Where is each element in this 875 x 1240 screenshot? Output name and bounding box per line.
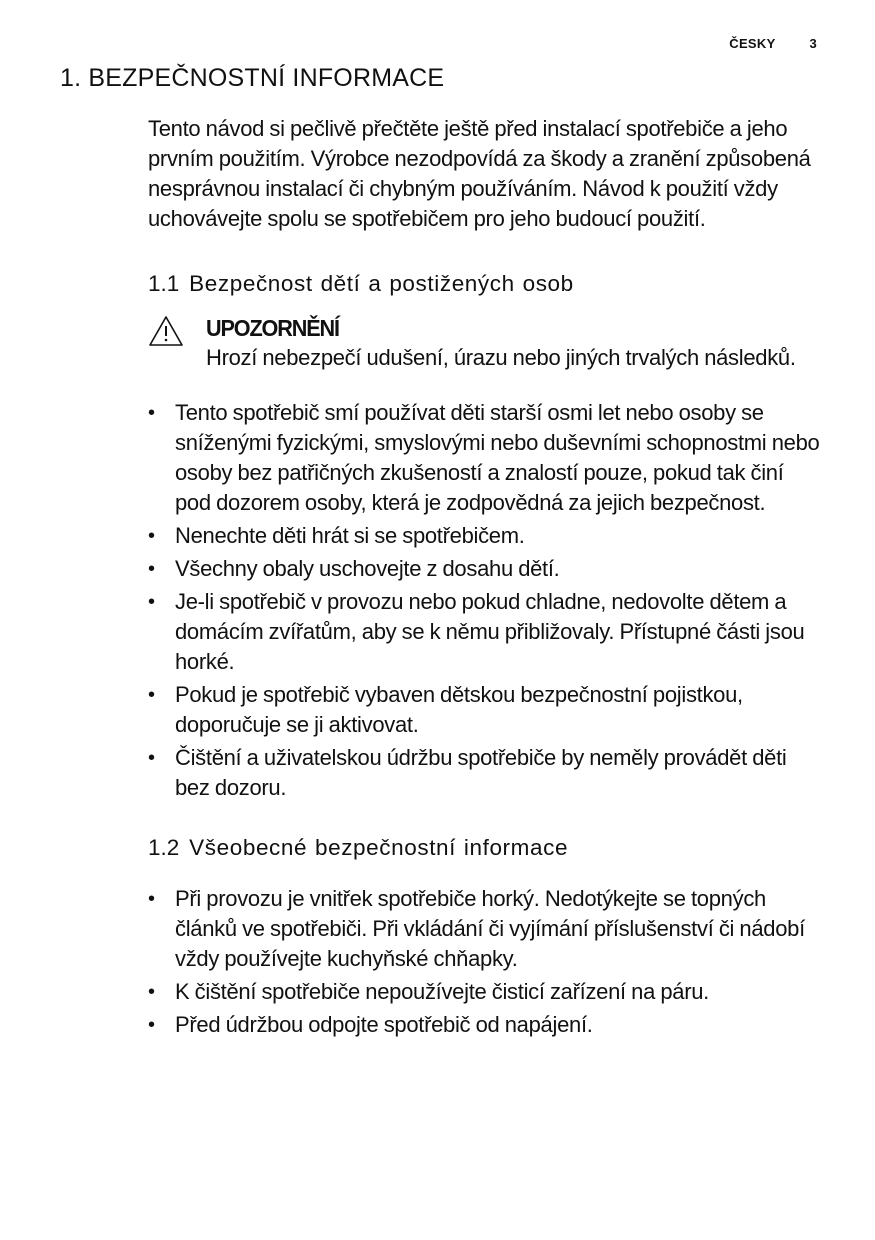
section-title-child-safety: [148, 271, 820, 297]
child-safety-list: [148, 398, 820, 803]
list-item: • K čištění spotřebiče nepoužívejte čisticí zařízení na páru.: [148, 979, 709, 1004]
list-item: • Pokud je spotřebič vybaven dětskou bezpečnostní pojistkou, doporučuje se ji aktivovat.: [148, 682, 743, 737]
warning-title: UPOZORNĚNÍ: [206, 315, 339, 341]
list-item: • Nenechte děti hrát si se spotřebičem.: [148, 523, 525, 548]
page-header: [729, 36, 817, 51]
list-item: • Čištění a uživatelskou údržbu spotřebiče by neměly provádět děti bez dozoru.: [148, 745, 787, 800]
list-item: • Tento spotřebič smí používat děti starší osmi let nebo osoby se sníženými fyzickými, smyslovými nebo duševními schopnostmi nebo osoby bez patřičných zkušeností a znalostí pouze, pokud tak činí pod dozorem osoby, která je zodpovědná za jejich bezpečnost.: [148, 400, 820, 515]
chapter-title-text: BEZPEČNOSTNÍ INFORMACE: [88, 64, 445, 92]
warning-box: [148, 313, 820, 373]
list-item: • Je-li spotřebič v provozu nebo pokud chladne, nedovolte dětem a domácím zvířatům, aby se k němu přibližovaly. Přístupné části jsou horké.: [148, 589, 805, 674]
section-title-general-safety: [148, 835, 820, 861]
list-item: • Všechny obaly uschovejte z dosahu dětí.: [148, 556, 560, 581]
warning-triangle-icon: [148, 315, 184, 347]
intro-paragraph: Tento návod si pečlivě přečtěte ještě před instalací spotřebiče a jeho prvním použitím. Výrobce nezodpovídá za škody a zranění způsobená nesprávnou instalací či chybným používáním. Návod k použití vždy uchovávejte spolu se spotřebičem pro jeho budoucí použití.: [148, 116, 811, 231]
section-number: 1.1: [148, 271, 180, 296]
section-title-text: Bezpečnost dětí a postižených osob: [189, 271, 574, 296]
chapter-title: [60, 64, 444, 93]
general-safety-list: [148, 884, 820, 1040]
section-title-text: Všeobecné bezpečnostní informace: [189, 835, 569, 860]
warning-text: Hrozí nebezpečí udušení, úrazu nebo jiných trvalých následků.: [206, 345, 796, 370]
page-number: 3: [809, 36, 817, 51]
language-label: ČESKY: [729, 36, 776, 51]
section-number: 1.2: [148, 835, 180, 860]
list-item: • Před údržbou odpojte spotřebič od napájení.: [148, 1012, 593, 1037]
main-content: [148, 114, 820, 1043]
chapter-number: 1.: [60, 64, 82, 92]
list-item: • Při provozu je vnitřek spotřebiče horký. Nedotýkejte se topných článků ve spotřebiči. Při vkládání či vyjímání příslušenství či nádobí vždy používejte kuchyňské chňapky.: [148, 886, 805, 971]
